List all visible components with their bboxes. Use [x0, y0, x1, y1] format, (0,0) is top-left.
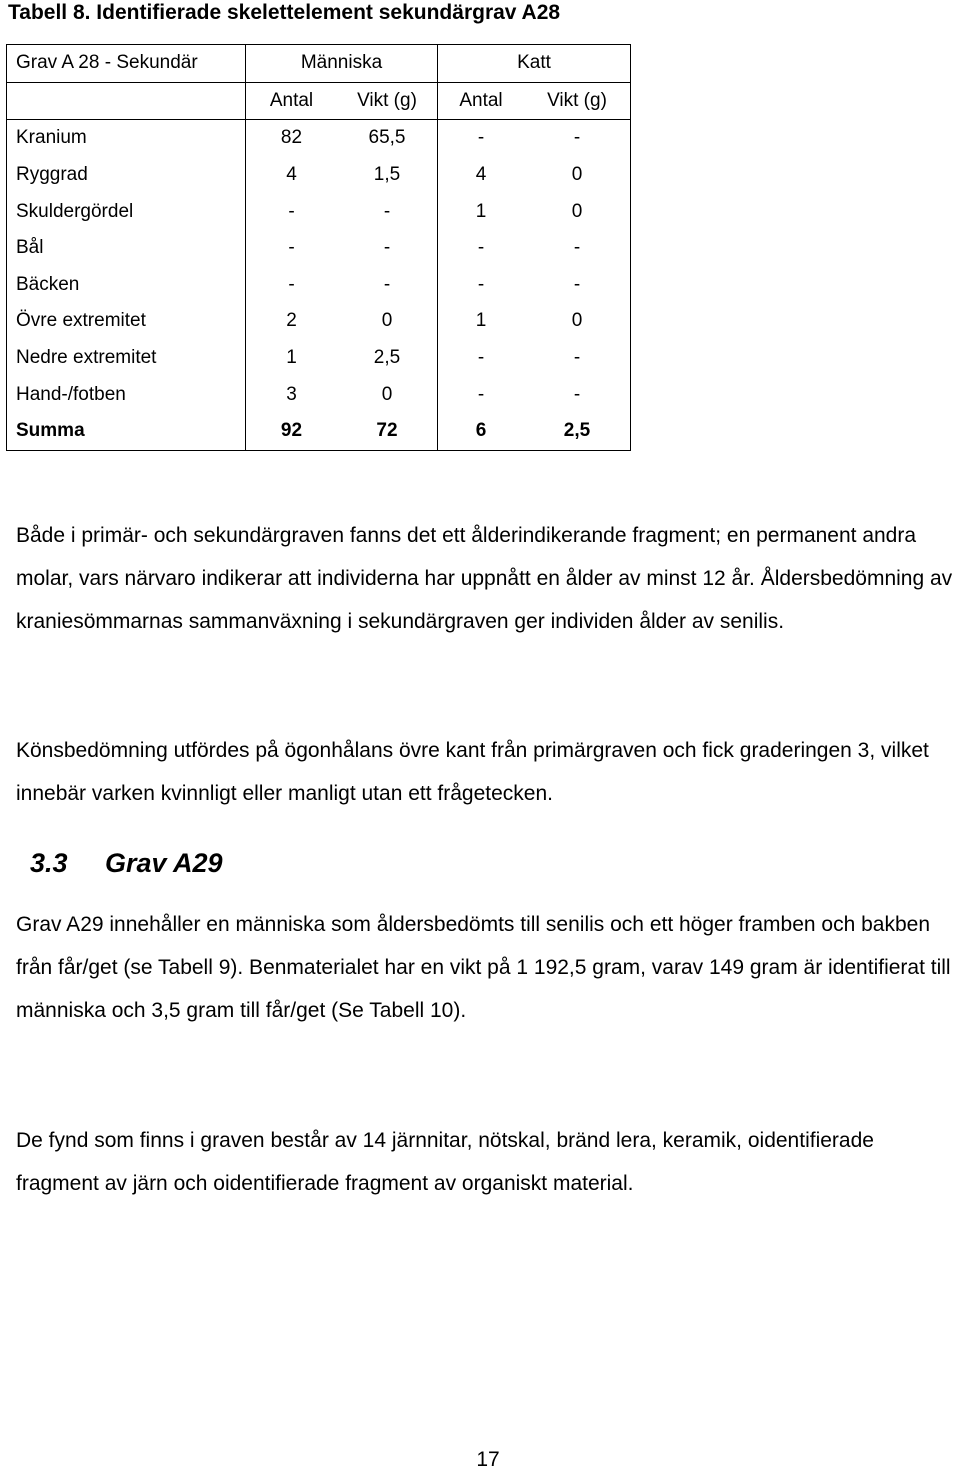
- table-column-header: Antal: [438, 82, 525, 120]
- table-row-label: Bål: [7, 230, 246, 267]
- table-row: [7, 157, 631, 194]
- table-cell: -: [337, 267, 438, 304]
- skeleton-elements-table: [6, 44, 631, 451]
- table-cell: 6: [438, 413, 525, 450]
- table-cell: -: [524, 376, 631, 413]
- section-title: Grav A29: [105, 848, 223, 878]
- table-cell: -: [477, 127, 485, 149]
- table-cell: -: [288, 273, 295, 295]
- table-cell: -: [524, 120, 631, 157]
- table-cell: -: [337, 193, 438, 230]
- table-cell: -: [477, 237, 485, 259]
- table-cell: -: [288, 200, 295, 222]
- table-caption: Tabell 8. Identifierade skelettelement sekundärgrav A28: [8, 1, 561, 24]
- table-cell: 0: [524, 157, 631, 194]
- table-cell: 2: [286, 310, 297, 332]
- table-row: [7, 303, 631, 340]
- table-cell: 1: [475, 200, 487, 222]
- page-number: 17: [476, 1448, 500, 1471]
- table-cell: -: [524, 267, 631, 304]
- table-cell: 0: [524, 303, 631, 340]
- table-cell: -: [524, 340, 631, 377]
- table-row: [7, 120, 631, 157]
- table-column-header: Vikt (g): [337, 82, 438, 120]
- table-row: [7, 267, 631, 304]
- table-cell: 1: [286, 347, 297, 369]
- table-cell: 1: [475, 310, 487, 332]
- table-cell: -: [477, 383, 485, 405]
- table-cell: 0: [337, 376, 438, 413]
- table-row-label: Övre extremitet: [7, 303, 246, 340]
- table-group-header: Katt: [438, 45, 631, 83]
- table-cell: 3: [286, 383, 297, 405]
- table-row-label: Ryggrad: [7, 157, 246, 194]
- table-cell: 2,5: [524, 413, 631, 450]
- table-group-header: Människa: [246, 45, 438, 83]
- table-cell: 72: [337, 413, 438, 450]
- section-number: 3.3: [30, 848, 68, 878]
- table-cell: -: [524, 230, 631, 267]
- table-cell: 65,5: [337, 120, 438, 157]
- table-row: [7, 193, 631, 230]
- table-row: [7, 376, 631, 413]
- paragraph-finds: De fynd som finns i graven består av 14 järnnitar, nötskal, bränd lera, keramik, oidentifierade fragment av järn och oidentifierade fragment av organiskt material.: [16, 1129, 874, 1195]
- table-cell: 0: [524, 193, 631, 230]
- table-body: [7, 45, 631, 451]
- table-corner-label: Grav A 28 - Sekundär: [7, 45, 246, 83]
- table-cell: 2,5: [337, 340, 438, 377]
- table-row-label: Skuldergördel: [7, 193, 246, 230]
- table-row: [7, 230, 631, 267]
- table-cell: 82: [280, 127, 303, 149]
- table-total-row: [7, 413, 631, 450]
- table-row-label: Kranium: [7, 120, 246, 157]
- table-cell: 4: [286, 164, 297, 186]
- table-cell: 4: [475, 164, 487, 186]
- table-cell: -: [477, 347, 485, 369]
- table-header-blank: [7, 82, 246, 120]
- table-row-label: Hand-/fotben: [7, 376, 246, 413]
- table-row: [7, 340, 631, 377]
- table-row-label: Summa: [7, 413, 246, 450]
- table-column-header: Antal: [246, 82, 338, 120]
- table-column-header: Vikt (g): [524, 82, 631, 120]
- table-header-columns: [7, 82, 631, 120]
- paragraph-age-assessment: Både i primär- och sekundärgraven fanns det ett ålderindikerande fragment; en permanent andra molar, vars närvaro indikerar att individerna har uppnått en ålder av minst 12 år. Åldersbedömning av kraniesömmarnas sammanväxning i sekundärgraven ger individen ålder av senilis.: [16, 524, 953, 633]
- table-row-label: Bäcken: [7, 267, 246, 304]
- table-cell: -: [477, 273, 485, 295]
- section-heading: [30, 843, 223, 883]
- table-cell: -: [288, 237, 295, 259]
- table-cell: 1,5: [337, 157, 438, 194]
- paragraph-grave-a29: Grav A29 innehåller en människa som åldersbedömts till senilis och ett höger framben och bakben från får/get (se Tabell 9). Benmaterialet har en vikt på 1 192,5 gram, varav 149 gram är identifierat till människa och 3,5 gram till får/get (Se Tabell 10).: [16, 913, 951, 1022]
- table-cell: 0: [337, 303, 438, 340]
- table-cell: -: [337, 230, 438, 267]
- paragraph-sex-assessment: Könsbedömning utfördes på ögonhålans övre kant från primärgraven och fick graderingen 3, vilket innebär varken kvinnligt eller manligt utan ett frågetecken.: [16, 739, 929, 805]
- table-row-label: Nedre extremitet: [7, 340, 246, 377]
- table-cell: 92: [246, 413, 338, 450]
- table-header-groups: [7, 45, 631, 83]
